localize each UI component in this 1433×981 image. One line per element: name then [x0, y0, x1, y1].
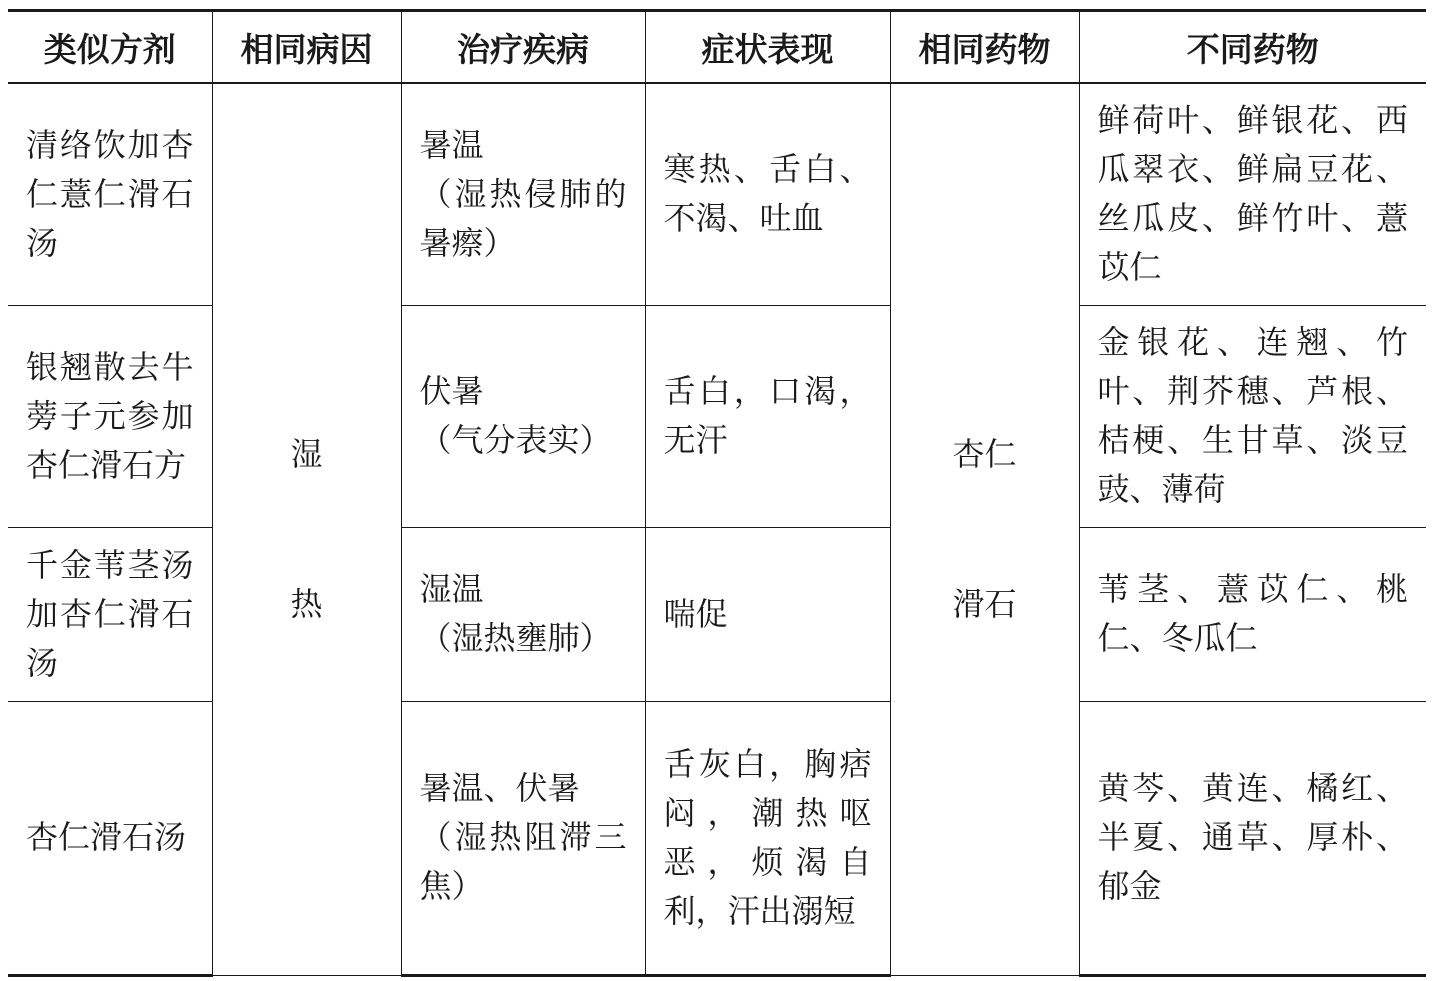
common-drug: 滑石	[952, 585, 1017, 624]
disease-name: 湿温	[419, 570, 484, 608]
header-symptoms: 症状表现	[645, 11, 890, 84]
formula-cell: 杏仁滑石汤	[8, 701, 212, 975]
header-same-cause: 相同病因	[212, 11, 401, 84]
formula-cell: 银翘散去牛蒡子元参加杏仁滑石方	[8, 305, 212, 527]
table-row	[8, 83, 1426, 305]
disease-cell	[401, 305, 645, 527]
disease-note: （气分表实）	[419, 421, 612, 459]
disease-note: （湿热阻滞三焦）	[419, 818, 627, 905]
different-drugs-cell: 金银花、连翘、竹叶、荆芥穗、芦根、桔梗、生甘草、淡豆豉、薄荷	[1079, 305, 1426, 527]
symptoms-cell: 喘促	[645, 527, 890, 701]
disease-name: 暑温	[419, 125, 484, 164]
disease-note: （湿热侵肺的暑瘵）	[419, 174, 627, 262]
disease-note: （湿热壅肺）	[419, 619, 612, 657]
common-drug: 杏仁	[952, 435, 1017, 474]
header-row	[8, 11, 1426, 84]
formula-cell: 清络饮加杏仁薏仁滑石汤	[8, 83, 212, 305]
cause-char: 热	[290, 585, 323, 624]
header-different-drugs: 不同药物	[1079, 11, 1426, 84]
header-similar-formula: 类似方剂	[8, 11, 212, 84]
different-drugs-cell: 苇茎、薏苡仁、桃仁、冬瓜仁	[1079, 527, 1426, 701]
cause-char: 湿	[290, 435, 323, 474]
symptoms-cell: 舌灰白，胸痞闷，潮热呕恶，烦渴自利，汗出溺短	[645, 701, 890, 975]
disease-cell	[401, 701, 645, 975]
disease-name: 暑温、伏暑	[419, 769, 580, 807]
header-same-drugs: 相同药物	[890, 11, 1079, 84]
disease-name: 伏暑	[419, 372, 484, 410]
disease-cell	[401, 527, 645, 701]
header-treated-disease: 治疗疾病	[401, 11, 645, 84]
symptoms-cell: 舌白，口渴，无汗	[645, 305, 890, 527]
same-cause-cell	[212, 83, 401, 975]
different-drugs-cell: 黄芩、黄连、橘红、半夏、通草、厚朴、郁金	[1079, 701, 1426, 975]
disease-cell	[401, 83, 645, 305]
formula-comparison-table	[8, 9, 1426, 977]
different-drugs-cell: 鲜荷叶、鲜银花、西瓜翠衣、鲜扁豆花、丝瓜皮、鲜竹叶、薏苡仁	[1079, 83, 1426, 305]
formula-cell: 千金苇茎汤加杏仁滑石汤	[8, 527, 212, 701]
same-drugs-cell	[890, 83, 1079, 975]
symptoms-cell: 寒热、舌白、不渴、吐血	[645, 83, 890, 305]
